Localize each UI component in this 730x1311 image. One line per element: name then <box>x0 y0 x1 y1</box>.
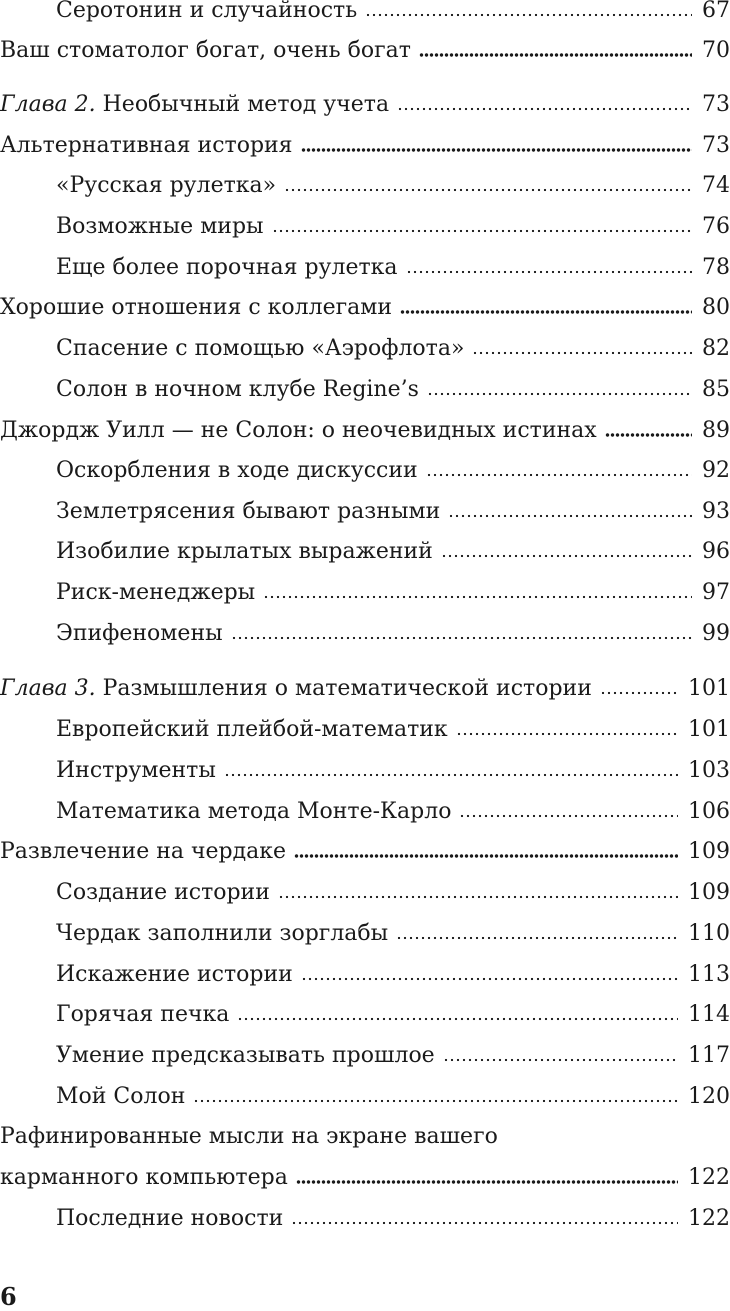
toc-entry-page: 122 <box>688 1206 730 1231</box>
toc-entry-page: 122 <box>688 1165 730 1190</box>
dot-leader <box>296 1179 678 1185</box>
toc-entry <box>0 533 730 565</box>
toc-entry <box>0 874 730 906</box>
toc-entry <box>0 289 730 321</box>
toc-entry-page: 74 <box>702 173 730 198</box>
toc-entry-page: 70 <box>702 38 730 63</box>
dot-leader <box>272 228 692 234</box>
toc-entry-page: 78 <box>702 255 730 280</box>
toc-entry <box>0 615 730 647</box>
toc-entry-page: 117 <box>688 1043 730 1068</box>
toc-entry-title: Возможные миры <box>56 214 264 239</box>
toc-entry-title: Риск-менеджеры <box>56 580 256 605</box>
dot-leader <box>600 690 678 696</box>
toc-entry <box>0 32 730 64</box>
dot-leader <box>459 813 678 819</box>
toc-entry-page: 99 <box>702 621 730 646</box>
toc-entry <box>0 833 730 865</box>
toc-entry-page: 101 <box>688 717 730 742</box>
chapter-prefix: Глава 2. <box>0 92 96 117</box>
toc-entry-title <box>0 92 397 118</box>
toc-entry-title: Оскорбления в ходе дискуссии <box>56 458 418 483</box>
dot-leader <box>224 772 678 778</box>
toc-entry-title: Мой Солон <box>56 1084 186 1109</box>
toc-entry-page: 120 <box>688 1084 730 1109</box>
toc-entry-page: 89 <box>702 418 730 443</box>
toc-entry-page: 82 <box>702 336 730 361</box>
dot-leader <box>284 187 692 193</box>
toc-entry-page: 76 <box>702 214 730 239</box>
dot-leader <box>291 1220 678 1226</box>
toc-entry <box>0 956 730 988</box>
toc-entry-page: 73 <box>702 133 730 158</box>
dot-leader <box>406 269 692 275</box>
page-number: 6 <box>0 1282 17 1311</box>
toc-entry-first-line <box>0 1118 730 1150</box>
toc-entry-page: 109 <box>688 839 730 864</box>
toc-entry <box>0 493 730 525</box>
toc-entry <box>0 167 730 199</box>
toc-entry-page: 113 <box>688 962 730 987</box>
toc-entry <box>0 1200 730 1232</box>
toc-entry-title: Еще более порочная рулетка <box>56 255 398 280</box>
toc-entry-page: 96 <box>702 539 730 564</box>
toc-entry <box>0 208 730 240</box>
toc-entry <box>0 793 730 825</box>
toc-entry <box>0 752 730 784</box>
toc-entry-title: Развлечение на чердаке <box>0 839 287 864</box>
toc-entry-page: 85 <box>702 377 730 402</box>
dot-leader <box>448 513 692 519</box>
dot-leader <box>456 731 678 737</box>
toc-entry <box>0 371 730 403</box>
toc-entry-page: 114 <box>688 1002 730 1027</box>
toc-entry <box>0 412 730 444</box>
toc-entry <box>0 574 730 606</box>
toc-entry <box>0 711 730 743</box>
toc-chapter-entry <box>0 670 730 702</box>
dot-leader <box>237 1016 678 1022</box>
toc-entry <box>0 996 730 1028</box>
toc-entry-page: 73 <box>702 92 730 117</box>
dot-leader <box>278 894 678 900</box>
toc-entry-title: Создание истории <box>56 880 270 905</box>
toc-entry-title: Чердак заполнили зорглабы <box>56 921 389 946</box>
toc-entry <box>0 915 730 947</box>
dot-leader <box>231 635 692 641</box>
toc-entry-page: 97 <box>702 580 730 605</box>
toc-entry-title: Математика метода Монте-Карло <box>56 799 452 824</box>
chapter-title: Размышления о математической истории <box>102 676 592 701</box>
toc-entry-title: Эпифеномены <box>56 621 223 646</box>
dot-leader <box>427 391 692 397</box>
toc-entry-title: «Русская рулетка» <box>56 173 277 198</box>
dot-leader <box>426 472 692 478</box>
toc-entry-title: Альтернативная история <box>0 133 293 158</box>
toc-entry <box>0 1078 730 1110</box>
toc-entry-page: 106 <box>688 799 730 824</box>
toc-chapter-entry <box>0 86 730 118</box>
dot-leader <box>301 147 692 153</box>
toc-entry <box>0 452 730 484</box>
dot-leader <box>263 594 692 600</box>
toc-entry <box>0 249 730 281</box>
dot-leader <box>472 350 692 356</box>
toc-entry-page: 80 <box>702 295 730 320</box>
toc-entry-title: Умение предсказывать прошлое <box>56 1043 435 1068</box>
toc-entry-page: 103 <box>688 758 730 783</box>
toc-entry <box>0 0 730 24</box>
toc-entry-title: Серотонин и случайность <box>56 0 358 23</box>
toc-entry <box>0 1037 730 1069</box>
chapter-prefix: Глава 3. <box>0 676 96 701</box>
toc-entry-title: Хорошие отношения с коллегами <box>0 295 393 320</box>
toc-entry-title: Рафинированные мысли на экране вашего <box>0 1124 498 1149</box>
toc-entry-title: Джордж Уилл — не Солон: о неочевидных истинах <box>0 418 597 443</box>
dot-leader <box>301 976 678 982</box>
toc-entry-title: Солон в ночном клубе Regine’s <box>56 377 419 402</box>
dot-leader <box>419 52 692 58</box>
chapter-title: Необычный метод учета <box>102 92 390 117</box>
toc-entry-page: 109 <box>688 880 730 905</box>
dot-leader <box>294 853 678 859</box>
toc-entry <box>0 330 730 362</box>
dot-leader <box>441 553 692 559</box>
toc-entry-page: 92 <box>702 458 730 483</box>
toc-entry-page: 110 <box>688 921 730 946</box>
toc-entry <box>0 1159 730 1191</box>
dot-leader <box>397 106 692 112</box>
toc-entry-title: Изобилие крылатых выражений <box>56 539 433 564</box>
toc-entry-title: Спасение с помощью «Аэрофлота» <box>56 336 465 361</box>
toc-entry-title: Горячая печка <box>56 1002 230 1027</box>
toc-entry-title: карманного компьютера <box>0 1165 288 1190</box>
toc-entry-title: Искажение истории <box>56 962 293 987</box>
toc-entry-page: 67 <box>702 0 730 23</box>
toc-entry-page: 93 <box>702 499 730 524</box>
toc-entry-title: Последние новости <box>56 1206 284 1231</box>
dot-leader <box>443 1057 678 1063</box>
dot-leader <box>365 12 692 18</box>
dot-leader <box>396 935 678 941</box>
dot-leader <box>193 1098 678 1104</box>
toc-entry-title: Европейский плейбой-математик <box>56 717 448 742</box>
dot-leader <box>605 432 692 438</box>
toc-entry-title: Ваш стоматолог богат, очень богат <box>0 38 411 63</box>
toc-entry-page: 101 <box>688 676 730 701</box>
toc-entry <box>0 127 730 159</box>
toc-entry-title: Землетрясения бывают разными <box>56 499 441 524</box>
dot-leader <box>400 309 692 315</box>
toc-entry-title: Инструменты <box>56 758 216 783</box>
toc-entry-title <box>0 676 600 702</box>
